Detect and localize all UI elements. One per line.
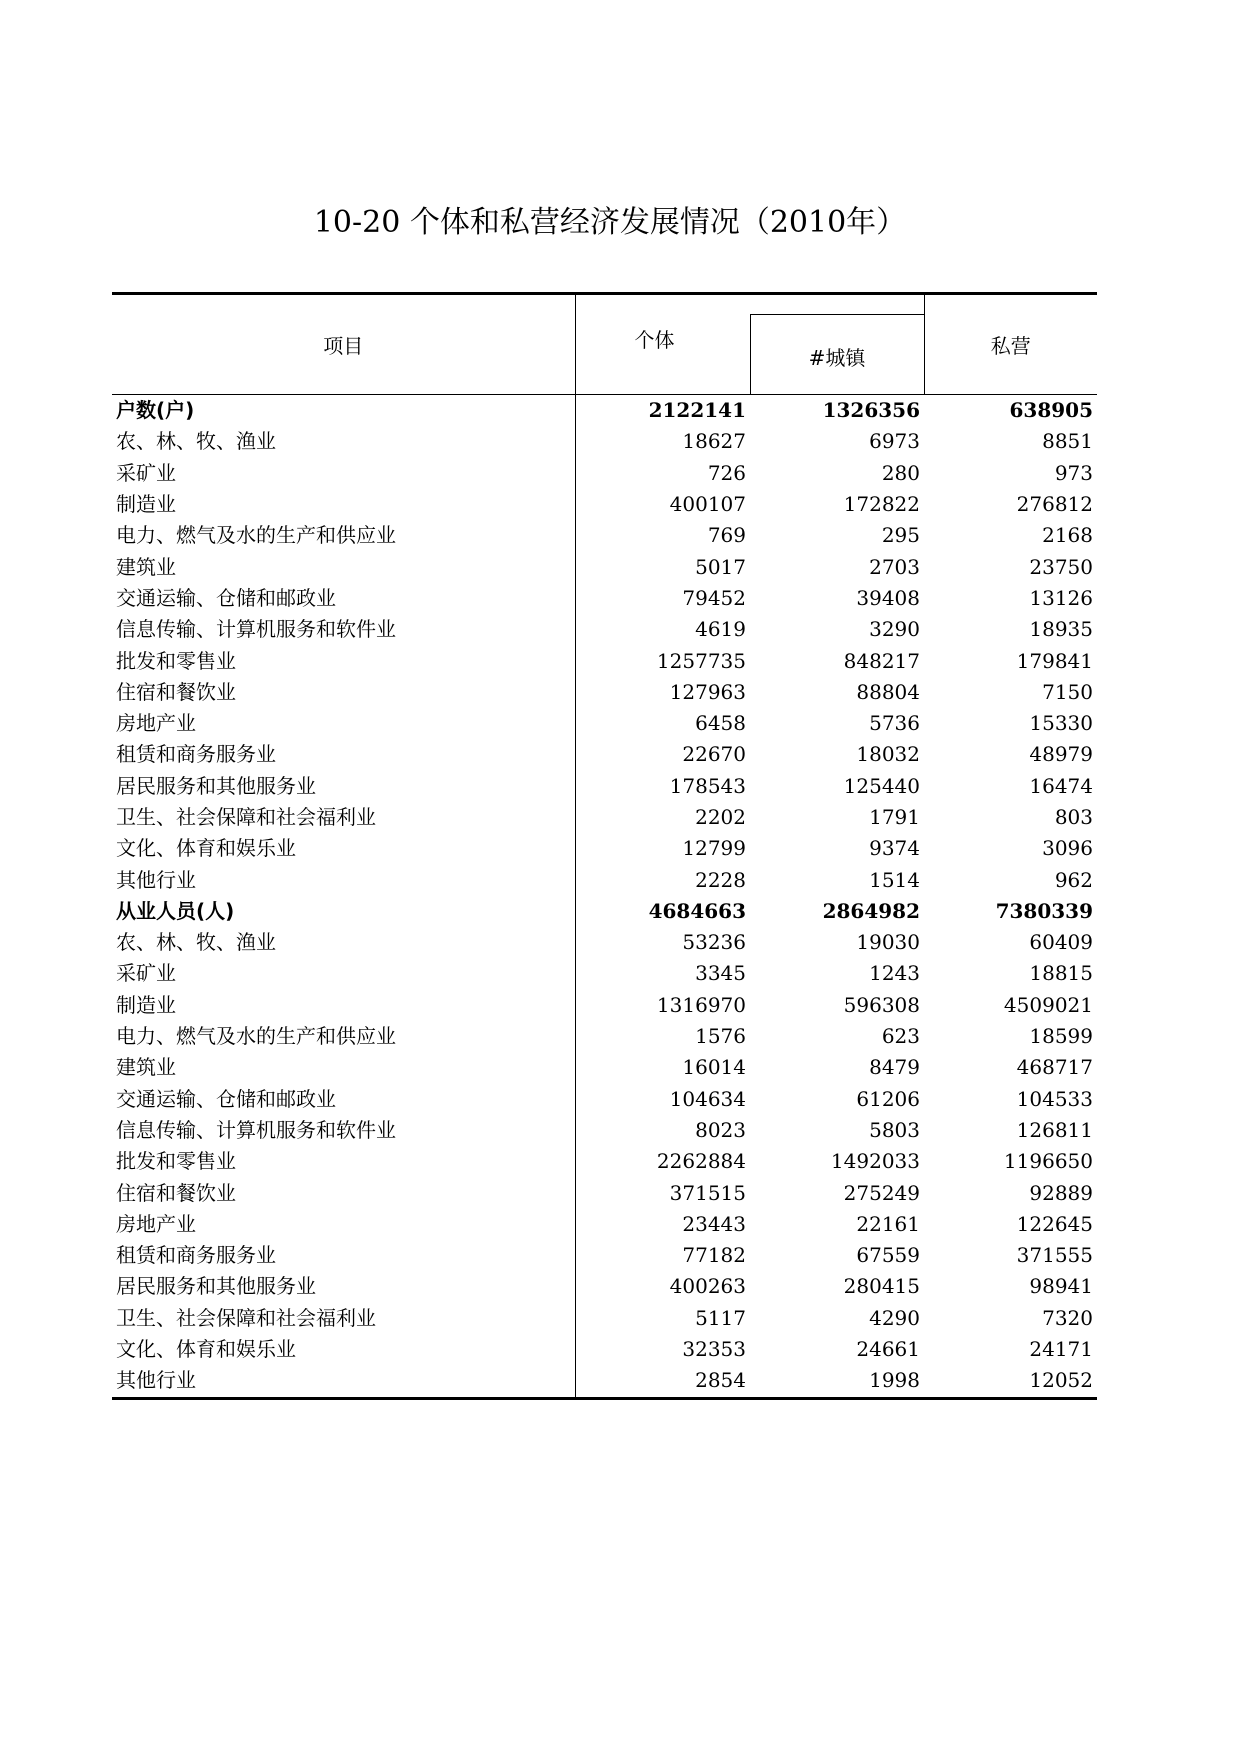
row-label: 居民服务和其他服务业 [116, 1274, 316, 1299]
row-label: 采矿业 [116, 961, 176, 986]
row-label: 其他行业 [116, 1368, 196, 1393]
header-individual [575, 294, 750, 395]
row-label: 租赁和商务服务业 [116, 1243, 276, 1268]
header-urban [750, 315, 924, 395]
header-item-label: 项目 [323, 334, 364, 358]
row-label: 租赁和商务服务业 [116, 742, 276, 767]
header-item [112, 294, 575, 395]
summary-row [112, 896, 1097, 927]
cell-urban: 596308 [843, 992, 920, 1017]
cell-private: 98941 [1029, 1274, 1093, 1299]
cell-individual: 5017 [575, 551, 750, 582]
page-title-text: 10-20 个体和私营经济发展情况（2010年） [313, 205, 907, 240]
table-row [112, 1084, 1097, 1115]
cell-urban: 88804 [856, 679, 920, 704]
cell-urban: 18032 [856, 742, 920, 767]
cell-private: 18599 [1029, 1024, 1093, 1049]
cell-urban: 8479 [869, 1055, 920, 1080]
table-row [112, 426, 1097, 457]
cell-urban: 5736 [869, 711, 920, 736]
table-row [112, 958, 1097, 989]
row-label: 房地产业 [116, 1211, 196, 1236]
cell-individual: 23443 [575, 1209, 750, 1240]
table-row [112, 1021, 1097, 1052]
cell-urban: 1492033 [830, 1149, 920, 1174]
cell-private: 179841 [1016, 648, 1093, 673]
table-row [112, 771, 1097, 802]
table-row [112, 1334, 1097, 1365]
row-label: 信息传输、计算机服务和软件业 [116, 617, 396, 642]
cell-private: 60409 [1029, 930, 1093, 955]
table-row [112, 458, 1097, 489]
row-label: 交通运输、仓储和邮政业 [116, 585, 336, 610]
cell-individual: 1576 [575, 1021, 750, 1052]
table-row [112, 645, 1097, 676]
cell-private: 2168 [1042, 523, 1093, 548]
cell-private: 803 [1054, 805, 1093, 829]
row-label: 交通运输、仓储和邮政业 [116, 1086, 336, 1111]
cell-individual: 400107 [575, 489, 750, 520]
row-label: 电力、燃气及水的生产和供应业 [116, 1024, 396, 1049]
cell-urban: 9374 [869, 836, 920, 861]
row-label: 建筑业 [116, 554, 176, 579]
cell-private: 12052 [1029, 1368, 1093, 1393]
cell-individual: 2202 [575, 802, 750, 833]
cell-private: 18935 [1029, 617, 1093, 642]
row-label: 住宿和餐饮业 [116, 679, 236, 704]
row-label: 批发和零售业 [116, 1149, 236, 1174]
row-label: 电力、燃气及水的生产和供应业 [116, 523, 396, 548]
row-label: 制造业 [116, 992, 176, 1017]
cell-individual: 4619 [575, 614, 750, 645]
table-row [112, 802, 1097, 833]
cell-individual: 104634 [575, 1084, 750, 1115]
cell-private: 8851 [1042, 429, 1093, 454]
cell-urban: 125440 [843, 773, 920, 798]
cell-private: 126811 [1016, 1117, 1093, 1142]
cell-private: 371555 [1016, 1243, 1093, 1268]
cell-urban: 848217 [843, 648, 920, 673]
table-row [112, 1146, 1097, 1177]
cell-individual: 79452 [575, 583, 750, 614]
header-urban-label: #城镇 [808, 346, 866, 370]
table-row [112, 583, 1097, 614]
cell-individual: 77182 [575, 1240, 750, 1271]
cell-urban: 1791 [869, 805, 920, 829]
table-row [112, 739, 1097, 770]
table-row [112, 614, 1097, 645]
header-spacer-right [924, 294, 1097, 315]
row-label: 卫生、社会保障和社会福利业 [116, 805, 376, 829]
cell-private: 973 [1054, 460, 1093, 485]
cell-urban: 67559 [856, 1243, 920, 1268]
row-label: 房地产业 [116, 711, 196, 736]
row-label: 文化、体育和娱乐业 [116, 836, 296, 861]
cell-private: 468717 [1016, 1055, 1093, 1080]
cell-private: 122645 [1016, 1211, 1093, 1236]
cell-private: 48979 [1029, 742, 1093, 767]
cell-urban: 61206 [856, 1086, 920, 1111]
cell-individual: 18627 [575, 426, 750, 457]
cell-urban: 1243 [869, 961, 920, 986]
cell-private: 18815 [1029, 961, 1093, 986]
table-row [112, 708, 1097, 739]
cell-individual: 2122141 [575, 395, 750, 427]
row-label: 住宿和餐饮业 [116, 1180, 236, 1205]
header-private-label: 私营 [990, 333, 1031, 358]
table-row [112, 520, 1097, 551]
cell-urban: 2864982 [822, 898, 920, 923]
cell-private: 13126 [1029, 585, 1093, 610]
page-title [0, 198, 1240, 248]
cell-urban: 280415 [843, 1274, 920, 1299]
table-row [112, 1240, 1097, 1271]
cell-urban: 3290 [869, 617, 920, 642]
cell-urban: 1514 [869, 867, 920, 892]
header-row-top [112, 294, 1097, 315]
table-body [112, 395, 1097, 1399]
cell-individual: 32353 [575, 1334, 750, 1365]
row-label: 卫生、社会保障和社会福利业 [116, 1305, 376, 1330]
row-label: 文化、体育和娱乐业 [116, 1337, 296, 1362]
row-label: 农、林、牧、渔业 [116, 429, 276, 454]
cell-individual: 8023 [575, 1115, 750, 1146]
cell-urban: 22161 [856, 1211, 920, 1236]
row-label: 建筑业 [116, 1055, 176, 1080]
cell-urban: 2703 [869, 554, 920, 579]
statistics-table [112, 292, 1097, 1400]
cell-individual: 3345 [575, 958, 750, 989]
cell-individual: 6458 [575, 708, 750, 739]
cell-urban: 24661 [856, 1337, 920, 1362]
table-header [112, 294, 1097, 395]
cell-private: 104533 [1016, 1086, 1093, 1111]
cell-private: 23750 [1029, 554, 1093, 579]
cell-urban: 295 [881, 523, 920, 548]
cell-individual: 16014 [575, 1052, 750, 1083]
table-row [112, 1052, 1097, 1083]
row-label: 制造业 [116, 492, 176, 517]
cell-urban: 1998 [869, 1368, 920, 1393]
table-row [112, 1271, 1097, 1302]
row-label: 其他行业 [116, 867, 196, 892]
cell-private: 962 [1054, 867, 1093, 892]
cell-individual: 371515 [575, 1177, 750, 1208]
cell-private: 4509021 [1003, 992, 1093, 1017]
cell-individual: 769 [575, 520, 750, 551]
header-individual-label: 个体 [634, 328, 675, 352]
cell-private: 7150 [1042, 679, 1093, 704]
cell-private: 3096 [1042, 836, 1093, 861]
header-private [924, 315, 1097, 395]
cell-urban: 623 [881, 1024, 920, 1049]
cell-urban: 172822 [843, 492, 920, 517]
cell-individual: 1316970 [575, 990, 750, 1021]
cell-urban: 6973 [869, 429, 920, 454]
table-row [112, 677, 1097, 708]
table-row [112, 990, 1097, 1021]
cell-individual: 2228 [575, 864, 750, 895]
cell-urban: 1326356 [822, 398, 920, 423]
cell-individual: 53236 [575, 927, 750, 958]
table-row [112, 864, 1097, 895]
table-row [112, 489, 1097, 520]
cell-urban: 5803 [869, 1117, 920, 1142]
row-label: 批发和零售业 [116, 648, 236, 673]
table-row [112, 833, 1097, 864]
table-row [112, 1115, 1097, 1146]
cell-private: 7380339 [995, 898, 1093, 923]
row-label: 信息传输、计算机服务和软件业 [116, 1117, 396, 1142]
row-label: 居民服务和其他服务业 [116, 773, 316, 798]
table-row [112, 1303, 1097, 1334]
cell-private: 638905 [1009, 398, 1093, 423]
cell-private: 15330 [1029, 711, 1093, 736]
cell-urban: 39408 [856, 585, 920, 610]
table-row [112, 551, 1097, 582]
cell-individual: 4684663 [575, 896, 750, 927]
cell-private: 1196650 [1003, 1149, 1093, 1174]
cell-individual: 127963 [575, 677, 750, 708]
header-spacer [750, 294, 924, 315]
cell-urban: 275249 [843, 1180, 920, 1205]
cell-private: 7320 [1042, 1305, 1093, 1330]
cell-urban: 4290 [869, 1305, 920, 1330]
cell-urban: 280 [881, 460, 920, 485]
cell-private: 16474 [1029, 773, 1093, 798]
row-label: 农、林、牧、渔业 [116, 930, 276, 955]
table-row [112, 927, 1097, 958]
cell-individual: 5117 [575, 1303, 750, 1334]
cell-private: 92889 [1029, 1180, 1093, 1205]
cell-individual: 22670 [575, 739, 750, 770]
table-row [112, 1209, 1097, 1240]
cell-individual: 726 [575, 458, 750, 489]
cell-individual: 12799 [575, 833, 750, 864]
row-label: 从业人员(人) [116, 898, 235, 923]
table-row [112, 1365, 1097, 1398]
cell-individual: 2854 [575, 1365, 750, 1398]
cell-individual: 1257735 [575, 645, 750, 676]
row-label: 采矿业 [116, 460, 176, 485]
cell-private: 276812 [1016, 492, 1093, 517]
table-row [112, 1177, 1097, 1208]
cell-individual: 2262884 [575, 1146, 750, 1177]
cell-urban: 19030 [856, 930, 920, 955]
cell-private: 24171 [1029, 1337, 1093, 1362]
row-label: 户数(户) [116, 398, 195, 423]
cell-individual: 400263 [575, 1271, 750, 1302]
cell-individual: 178543 [575, 771, 750, 802]
summary-row [112, 395, 1097, 427]
